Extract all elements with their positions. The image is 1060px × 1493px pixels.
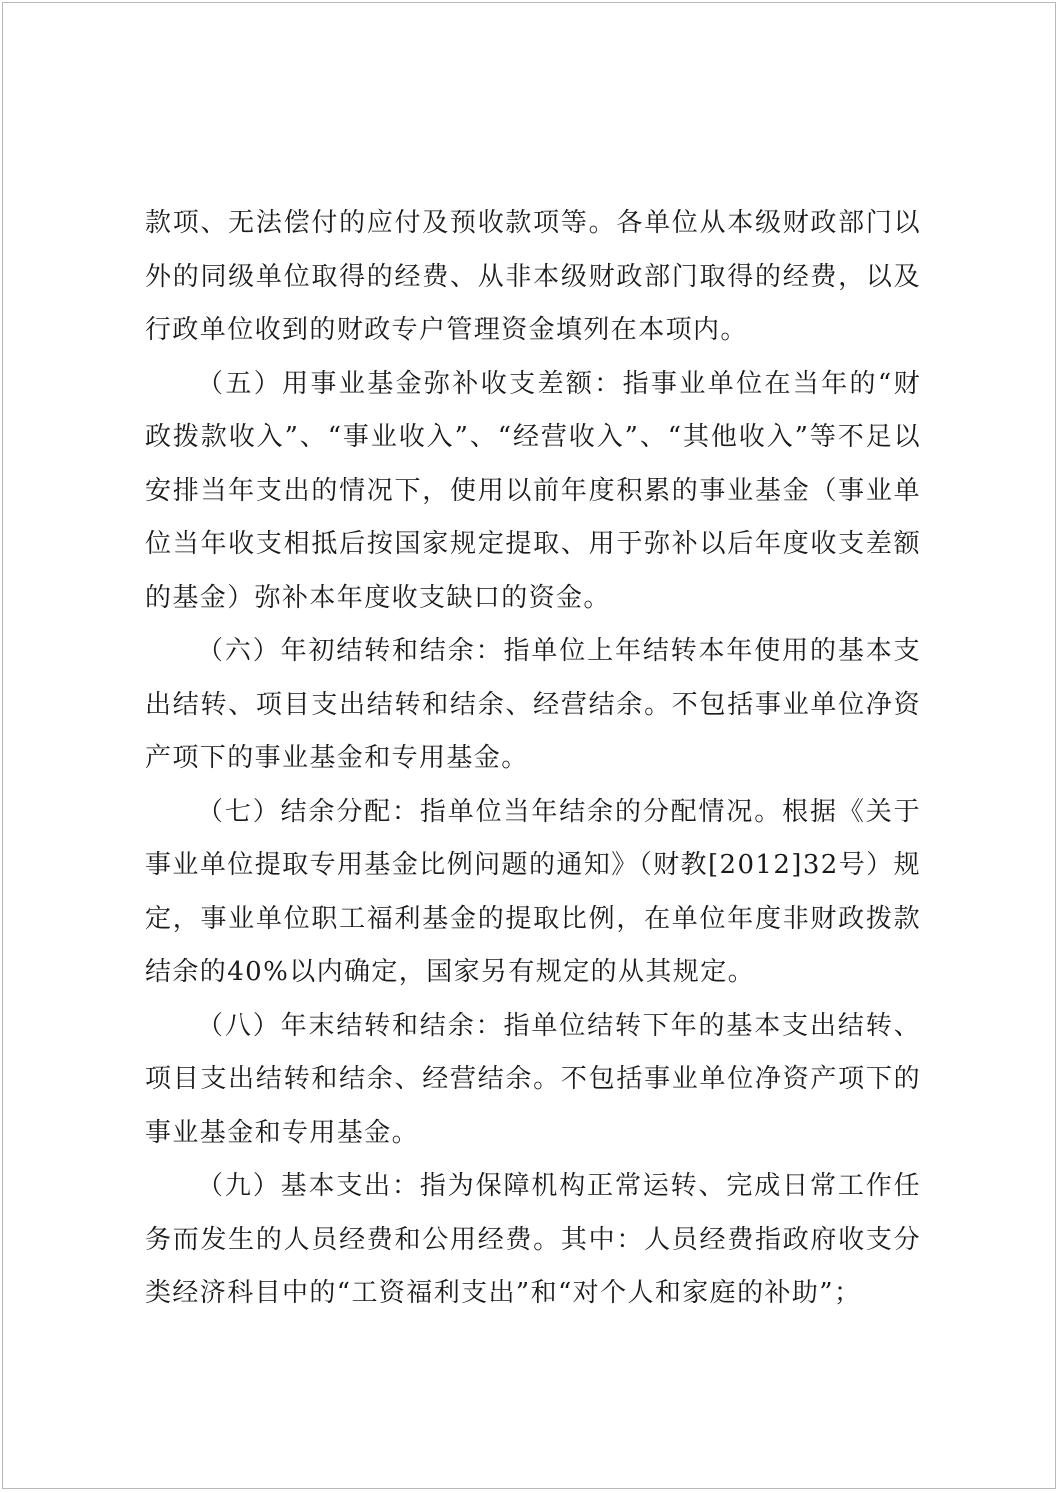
paragraph-item-7: （七）结余分配：指单位当年结余的分配情况。根据《关于事业单位提取专用基金比例问题的通知》（财教[2012]32号）规定，事业单位职工福利基金的提取比例，在单位年度非财政拨款结余的40%以内确定，国家另有规定的从其规定。: [145, 796, 921, 987]
body-text: [145, 197, 921, 1321]
paragraph-item-5: （五）用事业基金弥补收支差额：指事业单位在当年的“财政拨款收入”、“事业收入”、“经营收入”、“其他收入”等不足以安排当年支出的情况下，使用以前年度积累的事业基金（事业单位当年收支相抵后按国家规定提取、用于弥补以后年度收支差额的基金）弥补本年度收支缺口的资金。: [145, 368, 921, 613]
paragraph-item-9: （九）基本支出：指为保障机构正常运转、完成日常工作任务而发生的人员经费和公用经费。其中：人员经费指政府收支分类经济科目中的“工资福利支出”和“对个人和家庭的补助”；: [145, 1171, 921, 1308]
paragraph-continuation: 款项、无法偿付的应付及预收款项等。各单位从本级财政部门以外的同级单位取得的经费、从非本级财政部门取得的经费，以及行政单位收到的财政专户管理资金填列在本项内。: [145, 208, 921, 345]
paragraph-item-8: （八）年末结转和结余：指单位结转下年的基本支出结转、项目支出结转和结余、经营结余。不包括事业单位净资产项下的事业基金和专用基金。: [145, 1010, 921, 1148]
paragraph-item-6: （六）年初结转和结余：指单位上年结转本年使用的基本支出结转、项目支出结转和结余、经营结余。不包括事业单位净资产项下的事业基金和专用基金。: [145, 636, 921, 773]
document-page: [2, 2, 1056, 1489]
